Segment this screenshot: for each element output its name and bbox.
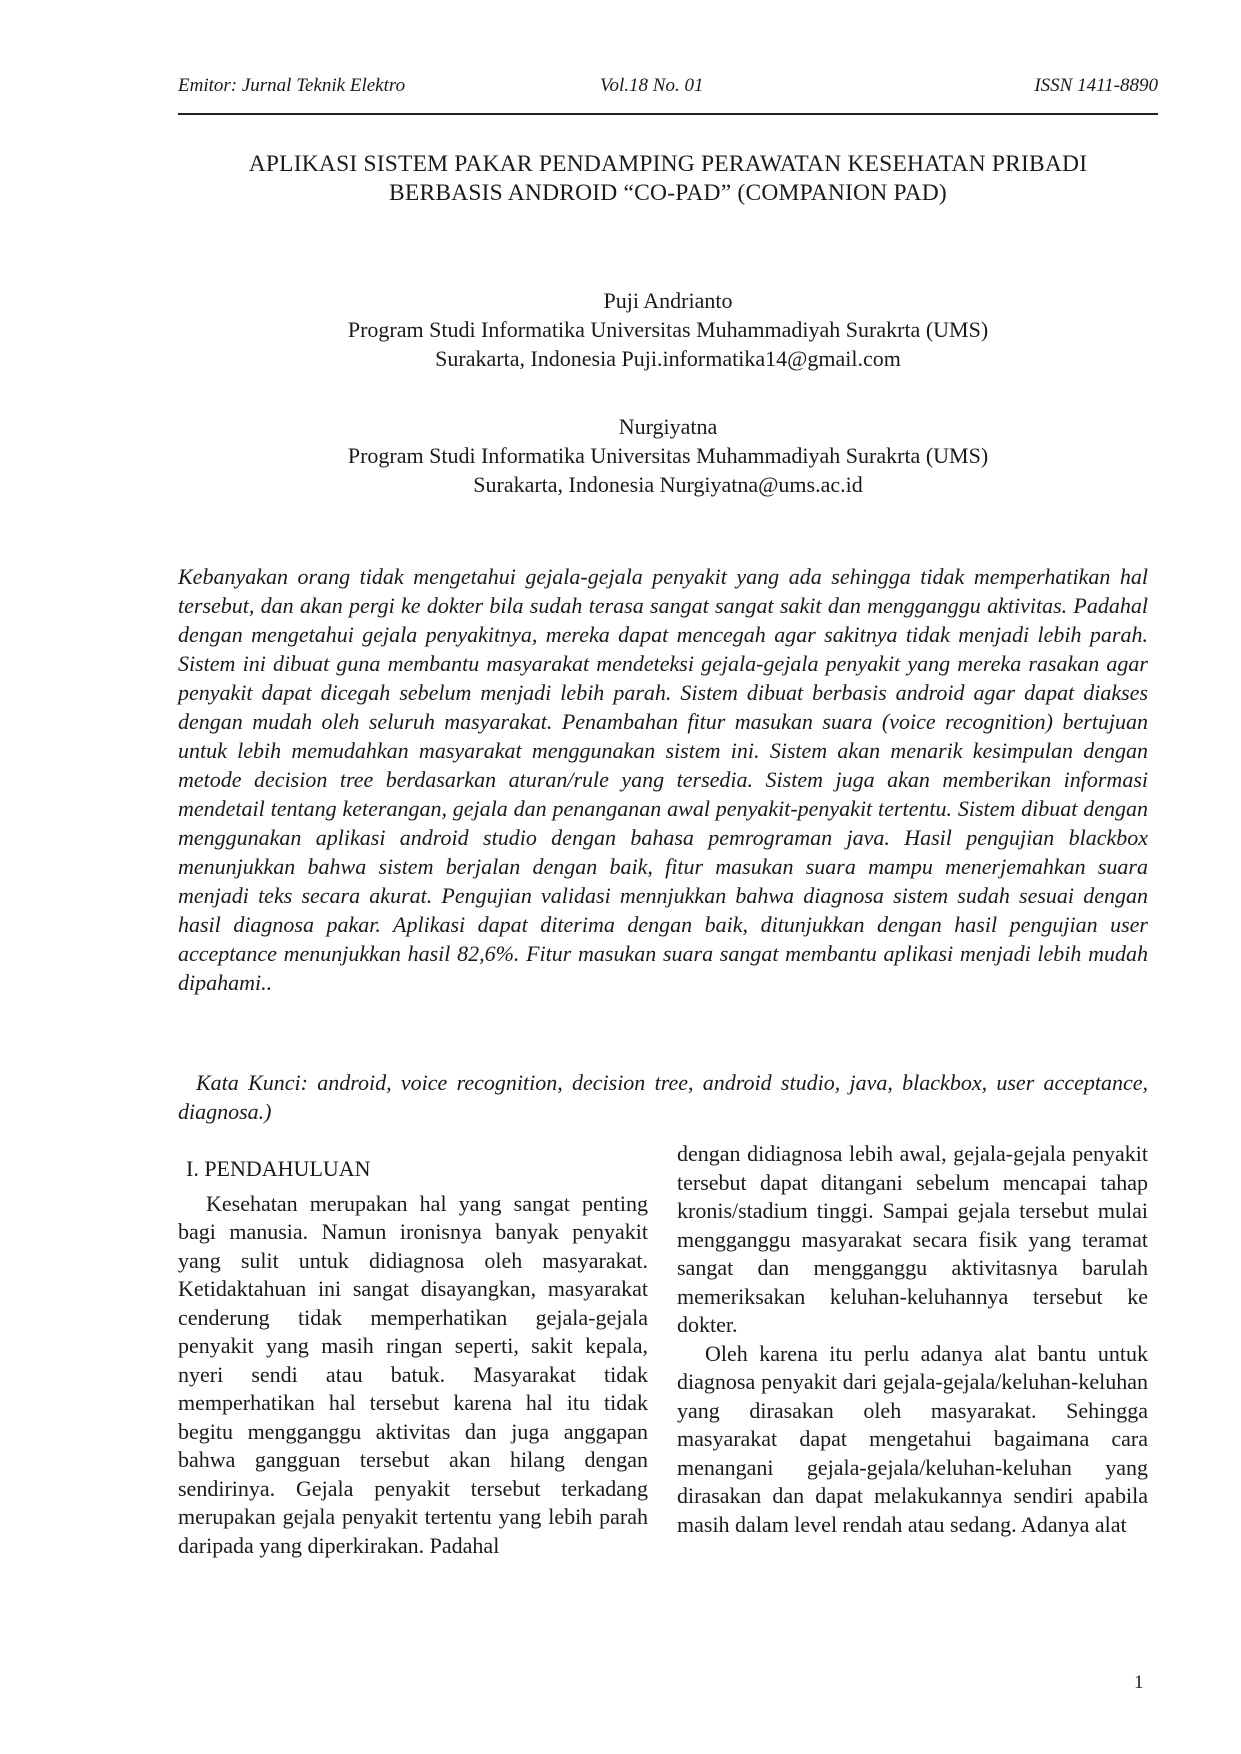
header-divider — [178, 113, 1158, 115]
page-number: 1 — [1134, 1672, 1144, 1693]
body-paragraph: Kesehatan merupakan hal yang sangat penting bagi manusia. Namun ironisnya banyak penyakit yang sulit untuk didiagnosa oleh masyarakat. Ketidaktahuan ini sangat disayangkan, masyarakat cenderung tidak memperhatikan gejala-gejala penyakit yang masih ringan seperti, sakit kepala, nyeri sendi atau batuk. Masyarakat tidak memperhatikan hal tersebut karena hal itu tidak begitu mengganggu aktivitas dan juga anggapan bahwa gangguan tersebut akan hilang dengan sendirinya. Gejala penyakit tersebut terkadang merupakan gejala penyakit tertentu yang lebih parah daripada yang diperkirakan. Padahal — [178, 1190, 648, 1558]
issn: ISSN 1411-8890 — [1034, 75, 1158, 96]
body-paragraph: Oleh karena itu perlu adanya alat bantu untuk diagnosa penyakit dari gejala-gejala/keluhan-keluhan yang dirasakan oleh masyarakat. Sehingga masyarakat dapat mengetahui bagaimana cara menangani gejala-gejala/keluhan-keluhan yang dirasakan dan dapat melakukannya sendiri apabila masih dalam level rendah atau sedang. Adanya alat — [677, 1340, 1148, 1537]
abstract — [178, 562, 1148, 997]
author-name: Nurgiyatna — [618, 414, 718, 439]
journal-name: Emitor: Jurnal Teknik Elektro — [178, 75, 406, 96]
abstract-text: Kebanyakan orang tidak mengetahui gejala-gejala penyakit yang ada sehingga tidak memperhatikan hal tersebut, dan akan pergi ke dokter bila sudah terasa sangat sangat sakit dan mengganggu aktivitas. Padahal dengan mengetahui gejala penyakitnya, mereka dapat mencegah agar sakitnya tidak menjadi lebih parah. Sistem ini dibuat guna membantu masyarakat mendeteksi gejala-gejala penyakit yang mereka rasakan agar penyakit dapat dicegah sebelum menjadi lebih parah. Sistem dibuat berbasis android agar dapat diakses dengan mudah oleh seluruh masyarakat. Penambahan fitur masukan suara (voice recognition) bertujuan untuk lebih memudahkan masyarakat menggunakan sistem ini. Sistem akan menarik kesimpulan dengan metode decision tree berdasarkan aturan/rule yang tersedia. Sistem juga akan memberikan informasi mendetail tentang keterangan, gejala dan penanganan awal penyakit-penyakit tertentu. Sistem dibuat dengan menggunakan aplikasi android studio dengan bahasa pemrograman java. Hasil pengujian blackbox menunjukkan bahwa sistem berjalan dengan baik, fitur masukan suara mampu menerjemahkan suara menjadi teks secara akurat. Pengujian validasi mennjukkan bahwa diagnosa sistem sudah sesuai dengan hasil diagnosa pakar. Aplikasi dapat diterima dengan baik, ditunjukkan dengan hasil pengujian user acceptance menunjukkan hasil 82,6%. Fitur masukan suara sangat membantu aplikasi menjadi lebih mudah dipahami.. — [178, 564, 1148, 995]
author-location-email: Surakarta, Indonesia Nurgiyatna@ums.ac.id — [473, 472, 863, 497]
body-paragraph-continued: dengan didiagnosa lebih awal, gejala-gejala penyakit tersebut dapat ditangani sebelum mencapai tahap kronis/stadium tinggi. Sampai gejala tersebut mulai mengganggu masyarakat secara fisik yang teramat sangat dan mengganggu aktivitasnya barulah memeriksakan keluhan-keluhannya tersebut ke dokter. — [677, 1141, 1148, 1337]
keywords: Kata Kunci: android, voice recognition, decision tree, android studio, java, blackbox, user acceptance, diagnosa.) — [178, 1070, 1148, 1124]
title-line-2: BERBASIS ANDROID “CO-PAD” (COMPANION PAD) — [389, 180, 947, 206]
author-affiliation: Program Studi Informatika Universitas Muhammadiyah Surakrta (UMS) — [347, 317, 989, 342]
author-location-email: Surakarta, Indonesia Puji.informatika14@gmail.com — [435, 346, 901, 371]
volume-issue: Vol.18 No. 01 — [600, 75, 704, 96]
running-header — [178, 75, 1158, 105]
section-heading: I. PENDAHULUAN — [186, 1156, 371, 1181]
author-block-2 — [178, 412, 1158, 499]
author-block-1 — [178, 286, 1158, 373]
paper-title — [178, 150, 1158, 208]
body-column-right — [677, 1140, 1148, 1539]
body-column-left — [178, 1155, 648, 1560]
author-name: Puji Andrianto — [603, 288, 733, 313]
title-line-1: APLIKASI SISTEM PAKAR PENDAMPING PERAWATAN KESEHATAN PRIBADI — [248, 151, 1088, 177]
author-affiliation: Program Studi Informatika Universitas Muhammadiyah Surakrta (UMS) — [347, 443, 989, 468]
